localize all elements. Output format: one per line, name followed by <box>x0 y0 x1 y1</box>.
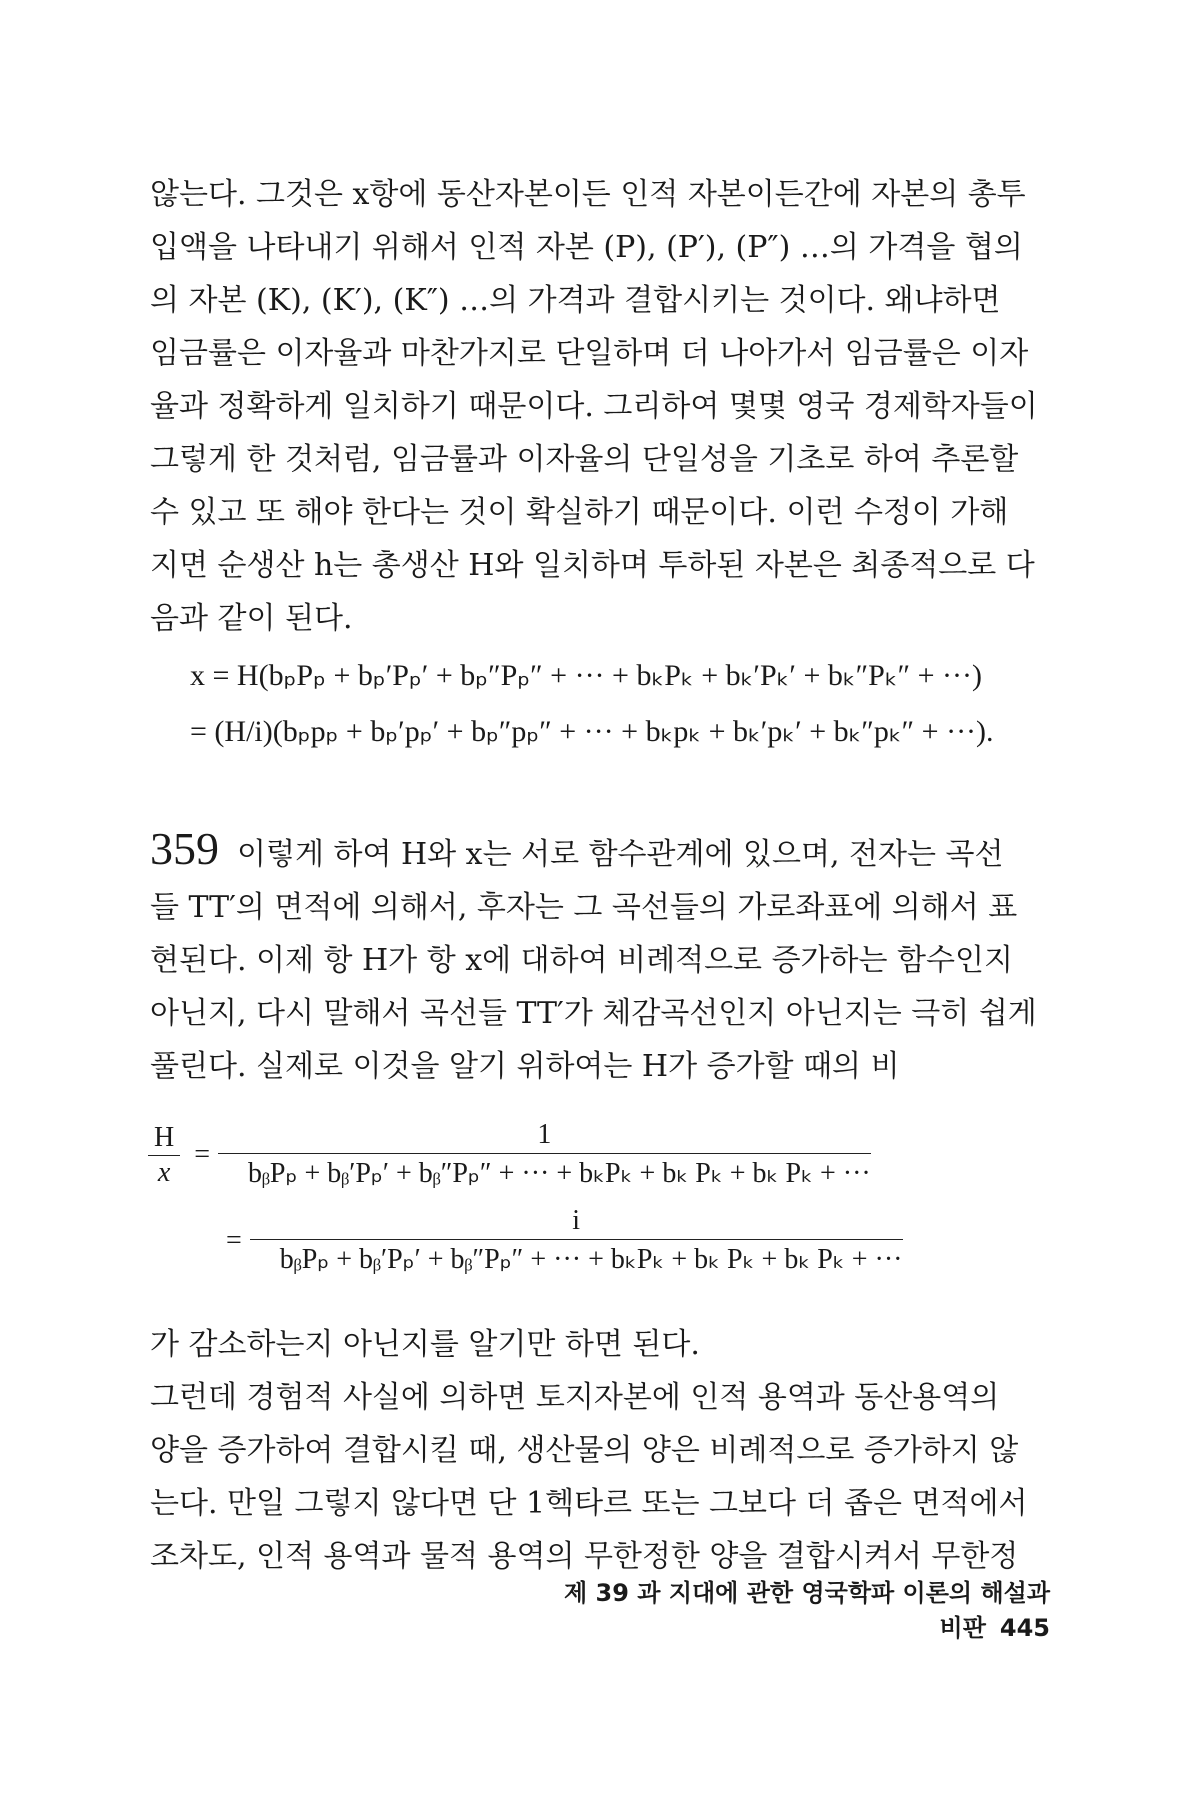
ratio-fraction-2 <box>250 1203 903 1280</box>
equation-capital <box>190 648 1050 760</box>
text-line: 아닌지, 다시 말해서 곡선들 TT′가 체감곡선인지 아닌지는 극히 쉽게 <box>150 996 1037 1031</box>
text-line-content: 이렇게 하여 H와 x는 서로 함수관계에 있으며, 전자는 곡선 <box>237 837 1004 872</box>
ratio-lhs-numerator: H <box>148 1121 180 1156</box>
text-line: 임금률은 이자율과 마찬가지로 단일하며 더 나아가서 임금률은 이자 <box>150 336 1029 371</box>
equation-line: x = H(bₚPₚ + bₚ′Pₚ′ + bₚ″Pₚ″ + ··· + bₖPₖ + bₖ′Pₖ′ + bₖ″Pₖ″ + ···) <box>190 659 982 692</box>
text-line: 들 TT′의 면적에 의해서, 후자는 그 곡선들의 가로좌표에 의해서 표 <box>150 890 1018 925</box>
ratio-row-2 <box>148 1198 1048 1284</box>
text-line: 조차도, 인적 용역과 물적 용역의 무한정한 양을 결합시켜서 무한정 <box>150 1539 1019 1574</box>
fraction-denominator: bᵦPₚ + bᵦ′Pₚ′ + bᵦ″Pₚ″ + ··· + bₖPₖ + bₖ Pₖ + bₖ Pₖ + ··· <box>248 1157 871 1189</box>
text-line: 는다. 만일 그렇지 않다면 단 1헥타르 또는 그보다 더 좁은 면적에서 <box>150 1486 1028 1521</box>
text-line: 지면 순생산 h는 총생산 H와 일치하며 투하된 자본은 최종적으로 다 <box>150 548 1035 583</box>
paragraph-2 <box>150 822 1050 1093</box>
text-line: 풀린다. 실제로 이것을 알기 위하여는 H가 증가할 때의 비 <box>150 1049 900 1084</box>
ratio-lhs <box>148 1121 180 1190</box>
text-line: 현된다. 이제 항 H가 항 x에 대하여 비례적으로 증가하는 함수인지 <box>150 943 1013 978</box>
text-line <box>150 822 1050 881</box>
equation-line: = (H/i)(bₚpₚ + bₚ′pₚ′ + bₚ″pₚ″ + ··· + bₖpₖ + bₖ′pₖ′ + bₖ″pₖ″ + ···). <box>190 715 994 748</box>
paragraph-3 <box>150 1318 1050 1583</box>
page-number: 445 <box>999 1614 1050 1642</box>
text-line: 입액을 나타내기 위해서 인적 자본 (P), (P′), (P″) …의 가격을 협의 <box>150 230 1023 265</box>
text-line: 음과 같이 된다. <box>150 601 353 636</box>
equals-sign: = <box>226 1225 242 1256</box>
section-number: 359 <box>150 823 219 874</box>
text-line: 그런데 경험적 사실에 의하면 토지자본에 인적 용역과 동산용역의 <box>150 1380 1000 1415</box>
fraction-denominator: bᵦPₚ + bᵦ′Pₚ′ + bᵦ″Pₚ″ + ··· + bₖPₖ + bₖ Pₖ + bₖ Pₖ + ··· <box>279 1243 903 1275</box>
fraction-numerator: 1 <box>218 1117 871 1154</box>
text-line: 않는다. 그것은 x항에 동산자본이든 인적 자본이든간에 자본의 총투 <box>150 177 1026 212</box>
text-line: 가 감소하는지 아닌지를 알기만 하면 된다. <box>150 1327 700 1362</box>
ratio-row-1 <box>148 1112 1048 1198</box>
equation-ratio <box>148 1112 1048 1284</box>
page-footer <box>540 1573 1050 1643</box>
ratio-fraction-1 <box>218 1117 871 1194</box>
text-line: 그렇게 한 것처럼, 임금률과 이자율의 단일성을 기초로 하여 추론할 <box>150 442 1019 477</box>
ratio-lhs-denominator: x <box>157 1156 171 1188</box>
fraction-numerator: i <box>250 1203 903 1240</box>
text-line: 양을 증가하여 결합시킬 때, 생산물의 양은 비례적으로 증가하지 않 <box>150 1433 1019 1468</box>
running-title: 제 39 과 지대에 관한 영국학파 이론의 해설과 비판 <box>563 1579 1050 1642</box>
text-line: 율과 정확하게 일치하기 때문이다. 그리하여 몇몇 영국 경제학자들이 <box>150 389 1038 424</box>
paragraph-1 <box>150 168 1050 645</box>
text-line: 의 자본 (K), (K′), (K″) …의 가격과 결합시키는 것이다. 왜냐하면 <box>150 283 1001 318</box>
text-line: 수 있고 또 해야 한다는 것이 확실하기 때문이다. 이런 수정이 가해 <box>150 495 1009 530</box>
equals-sign: = <box>194 1139 211 1170</box>
